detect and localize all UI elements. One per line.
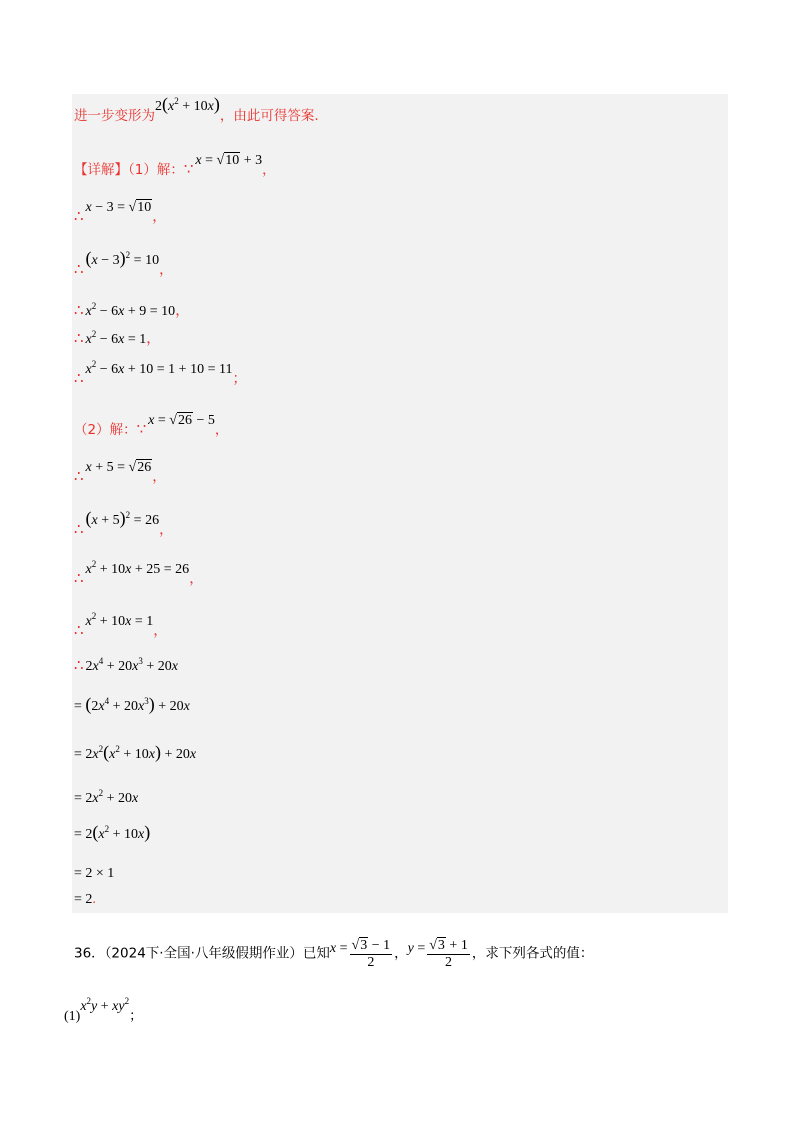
part2-label: （2）解：: [74, 422, 137, 438]
hint-text: 进一步变形为: [74, 108, 155, 124]
question-ask: ，求下列各式的值：: [471, 945, 594, 962]
step-2-1: ∴ x + 5 = √26，: [74, 460, 167, 485]
question-given: 已知: [302, 945, 330, 962]
step-2-10: = 2 × 1: [74, 866, 115, 881]
solution-box: [72, 94, 728, 913]
question-item-1: $(1)x^2y + xy^2$；: [64, 996, 143, 1024]
part2-line: （2）解：∵ x = √26 − 5，: [74, 413, 229, 438]
hint-tail: ，由此可得答案.: [219, 108, 319, 124]
step-2-6: = $(2x^4 + 20x^3) + 20x$: [74, 694, 190, 714]
step-2-11: = 2.: [74, 892, 96, 907]
detail-line: 【详解】（1）解：∵ x = √10 + 3，: [74, 153, 276, 178]
part1-given: x = √10 + 3: [195, 153, 263, 168]
x-value: x = $\frac{√3 - 1}{2}$: [329, 938, 391, 970]
step-2-4: ∴ $x^2 + 10x = 1$，: [74, 611, 168, 639]
step-2-7: = $2x^2(x^2 + 10x) + 20x$: [74, 742, 197, 762]
hint-line: [74, 94, 319, 125]
step-1-3: ∴ $x^2 - 6x + 9 = 10$，: [74, 301, 190, 319]
y-value: y = $\frac{√3 + 1}{2}$: [407, 938, 468, 970]
because-symbol: ∵: [183, 160, 194, 178]
question-number: 36．: [74, 945, 105, 962]
step-2-3: ∴ $x^2 + 10x + 25 = 26$，: [74, 559, 204, 587]
step-1-2: ∴(x − 3)$^2$ = 10，: [74, 248, 174, 278]
step-2-8: = $2x^2 + 20x$: [74, 788, 139, 806]
item1-label: (1): [64, 1009, 81, 1024]
part2-given: x = √26 − 5: [148, 413, 215, 428]
step-1-4: ∴ $x^2 - 6x = 1$，: [74, 329, 161, 347]
question-36: 36．（2024下·全国·八年级假期作业）已知x = $\frac{√3 - 1}{2}$ ，y = $\frac{√3 + 1}{2}$ ，求下列各式的值：: [74, 938, 594, 970]
question-source: （2024下·全国·八年级假期作业）: [104, 945, 303, 962]
hint-expression: $2(x^2 + 10x)$: [155, 94, 220, 114]
step-2-2: ∴(x + 5)$^2$ = 26，: [74, 508, 174, 538]
step-2-5: ∴ $2x^4 + 20x^3 + 20x$: [74, 656, 179, 674]
step-2-9: = $2(x^2 + 10x)$: [74, 822, 151, 842]
item1-expression: $x^2y + xy^2$: [80, 996, 130, 1014]
detail-label: 【详解】: [74, 162, 128, 178]
step-1-5: ∴ $x^2 - 6x + 10 = 1 + 10 = 11$；: [74, 359, 247, 387]
part1-label: （1）解：: [128, 162, 184, 178]
step-1-1: ∴ x − 3 = √10，: [74, 200, 167, 225]
